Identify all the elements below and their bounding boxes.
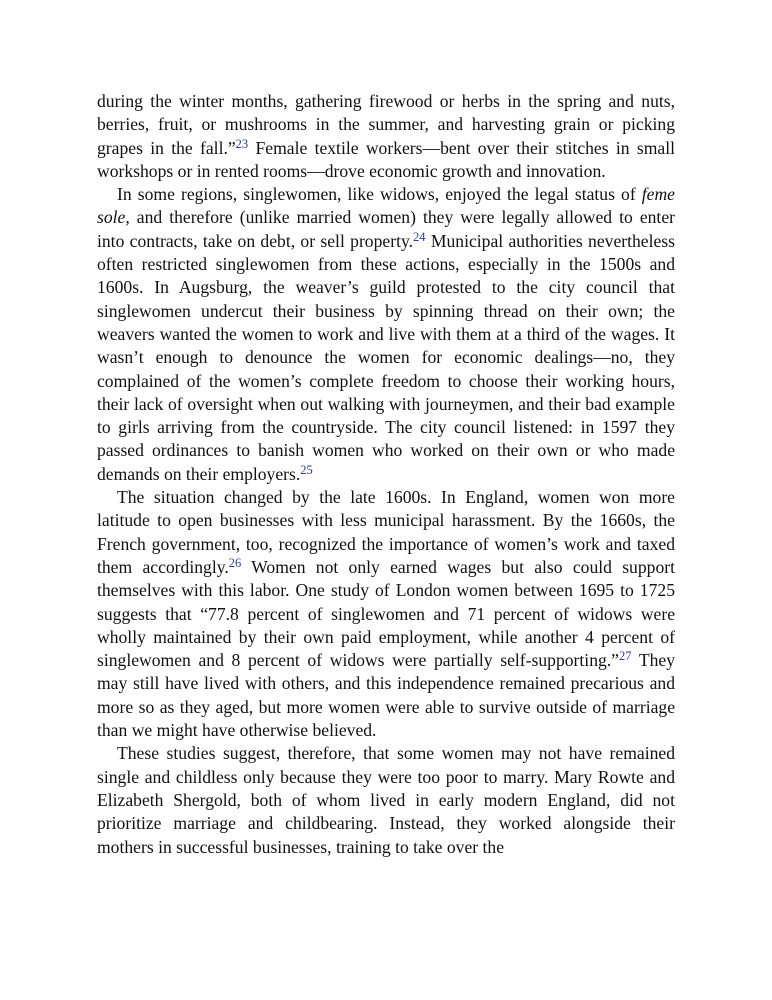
footnote-ref-24[interactable]: 24: [413, 229, 426, 244]
text-segment: Municipal authorities nevertheless often restricted singlewomen from these actions, especially in the 1500s and 1600s. In Augsburg, the weaver’s guild protested to the city council that singlewomen undercut their business by spinning thread on their own; the weavers wanted the women to work and live with them at a third of the wages. It wasn’t enough to denounce the women for economic dealings—no, they complained of the women’s complete freedom to choose their working hours, their lack of oversight when out walking with journeymen, and their bad example to girls arriving from the countryside. The city council listened: in 1597 they passed ordinances to banish women who worked on their own or who made demands on their employers.: [97, 230, 676, 484]
text-segment: These studies suggest, therefore, that some women may not have remained single and childless only because they were too poor to marry. Mary Rowte and Elizabeth Shergold, both of whom lived in early modern England, did not prioritize marriage and childbearing. Instead, they worked alongside their mothers in successful businesses, training to take over the: [97, 743, 675, 857]
text-segment: The situation changed by the late 1600s. In England, women won more latitude to open businesses with less municipal harassment. By the 1660s, the French government, too, recognized the importance of women’s work and taxed them accordingly.: [97, 487, 675, 577]
paragraph-3: [97, 486, 675, 742]
text-segment: Women not only earned wages but also could support themselves with this labor. One study of London women between 1695 to 1725 suggests that “77.8 percent of singlewomen and 71 percent of widows were wholly maintained by their own paid employment, while another 4 percent of singlewomen and 8 percent of widows were partially self-supporting.”: [97, 556, 675, 671]
paragraph-4: [97, 742, 675, 858]
footnote-ref-25[interactable]: 25: [300, 462, 313, 477]
text-segment: , and therefore (unlike married women) they were legally allowed to enter into contracts, take on debt, or sell property.: [97, 207, 675, 251]
footnote-ref-23[interactable]: 23: [235, 136, 249, 151]
text-segment: In some regions, singlewomen, like widows, enjoyed the legal status of: [117, 184, 642, 205]
text-segment: during the winter months, gathering firewood or herbs in the spring and nuts, berries, fruit, or mushrooms in the summer, and harvesting grain or picking grapes in the fall.”: [97, 91, 675, 158]
paragraph-1: [97, 90, 675, 183]
italic-term: feme sole: [97, 184, 675, 228]
paragraph-2: [97, 183, 675, 486]
footnote-ref-27[interactable]: 27: [619, 649, 632, 664]
text-segment: Female textile workers—bent over their stitches in small workshops or in rented rooms—drove economic growth and innovation.: [97, 137, 675, 181]
page-body: [97, 90, 675, 859]
footnote-ref-26[interactable]: 26: [228, 555, 242, 570]
text-segment: They may still have lived with others, and this independence remained precarious and more so as they aged, but more women were able to survive outside of marriage than we might have otherwise believed.: [97, 650, 675, 741]
